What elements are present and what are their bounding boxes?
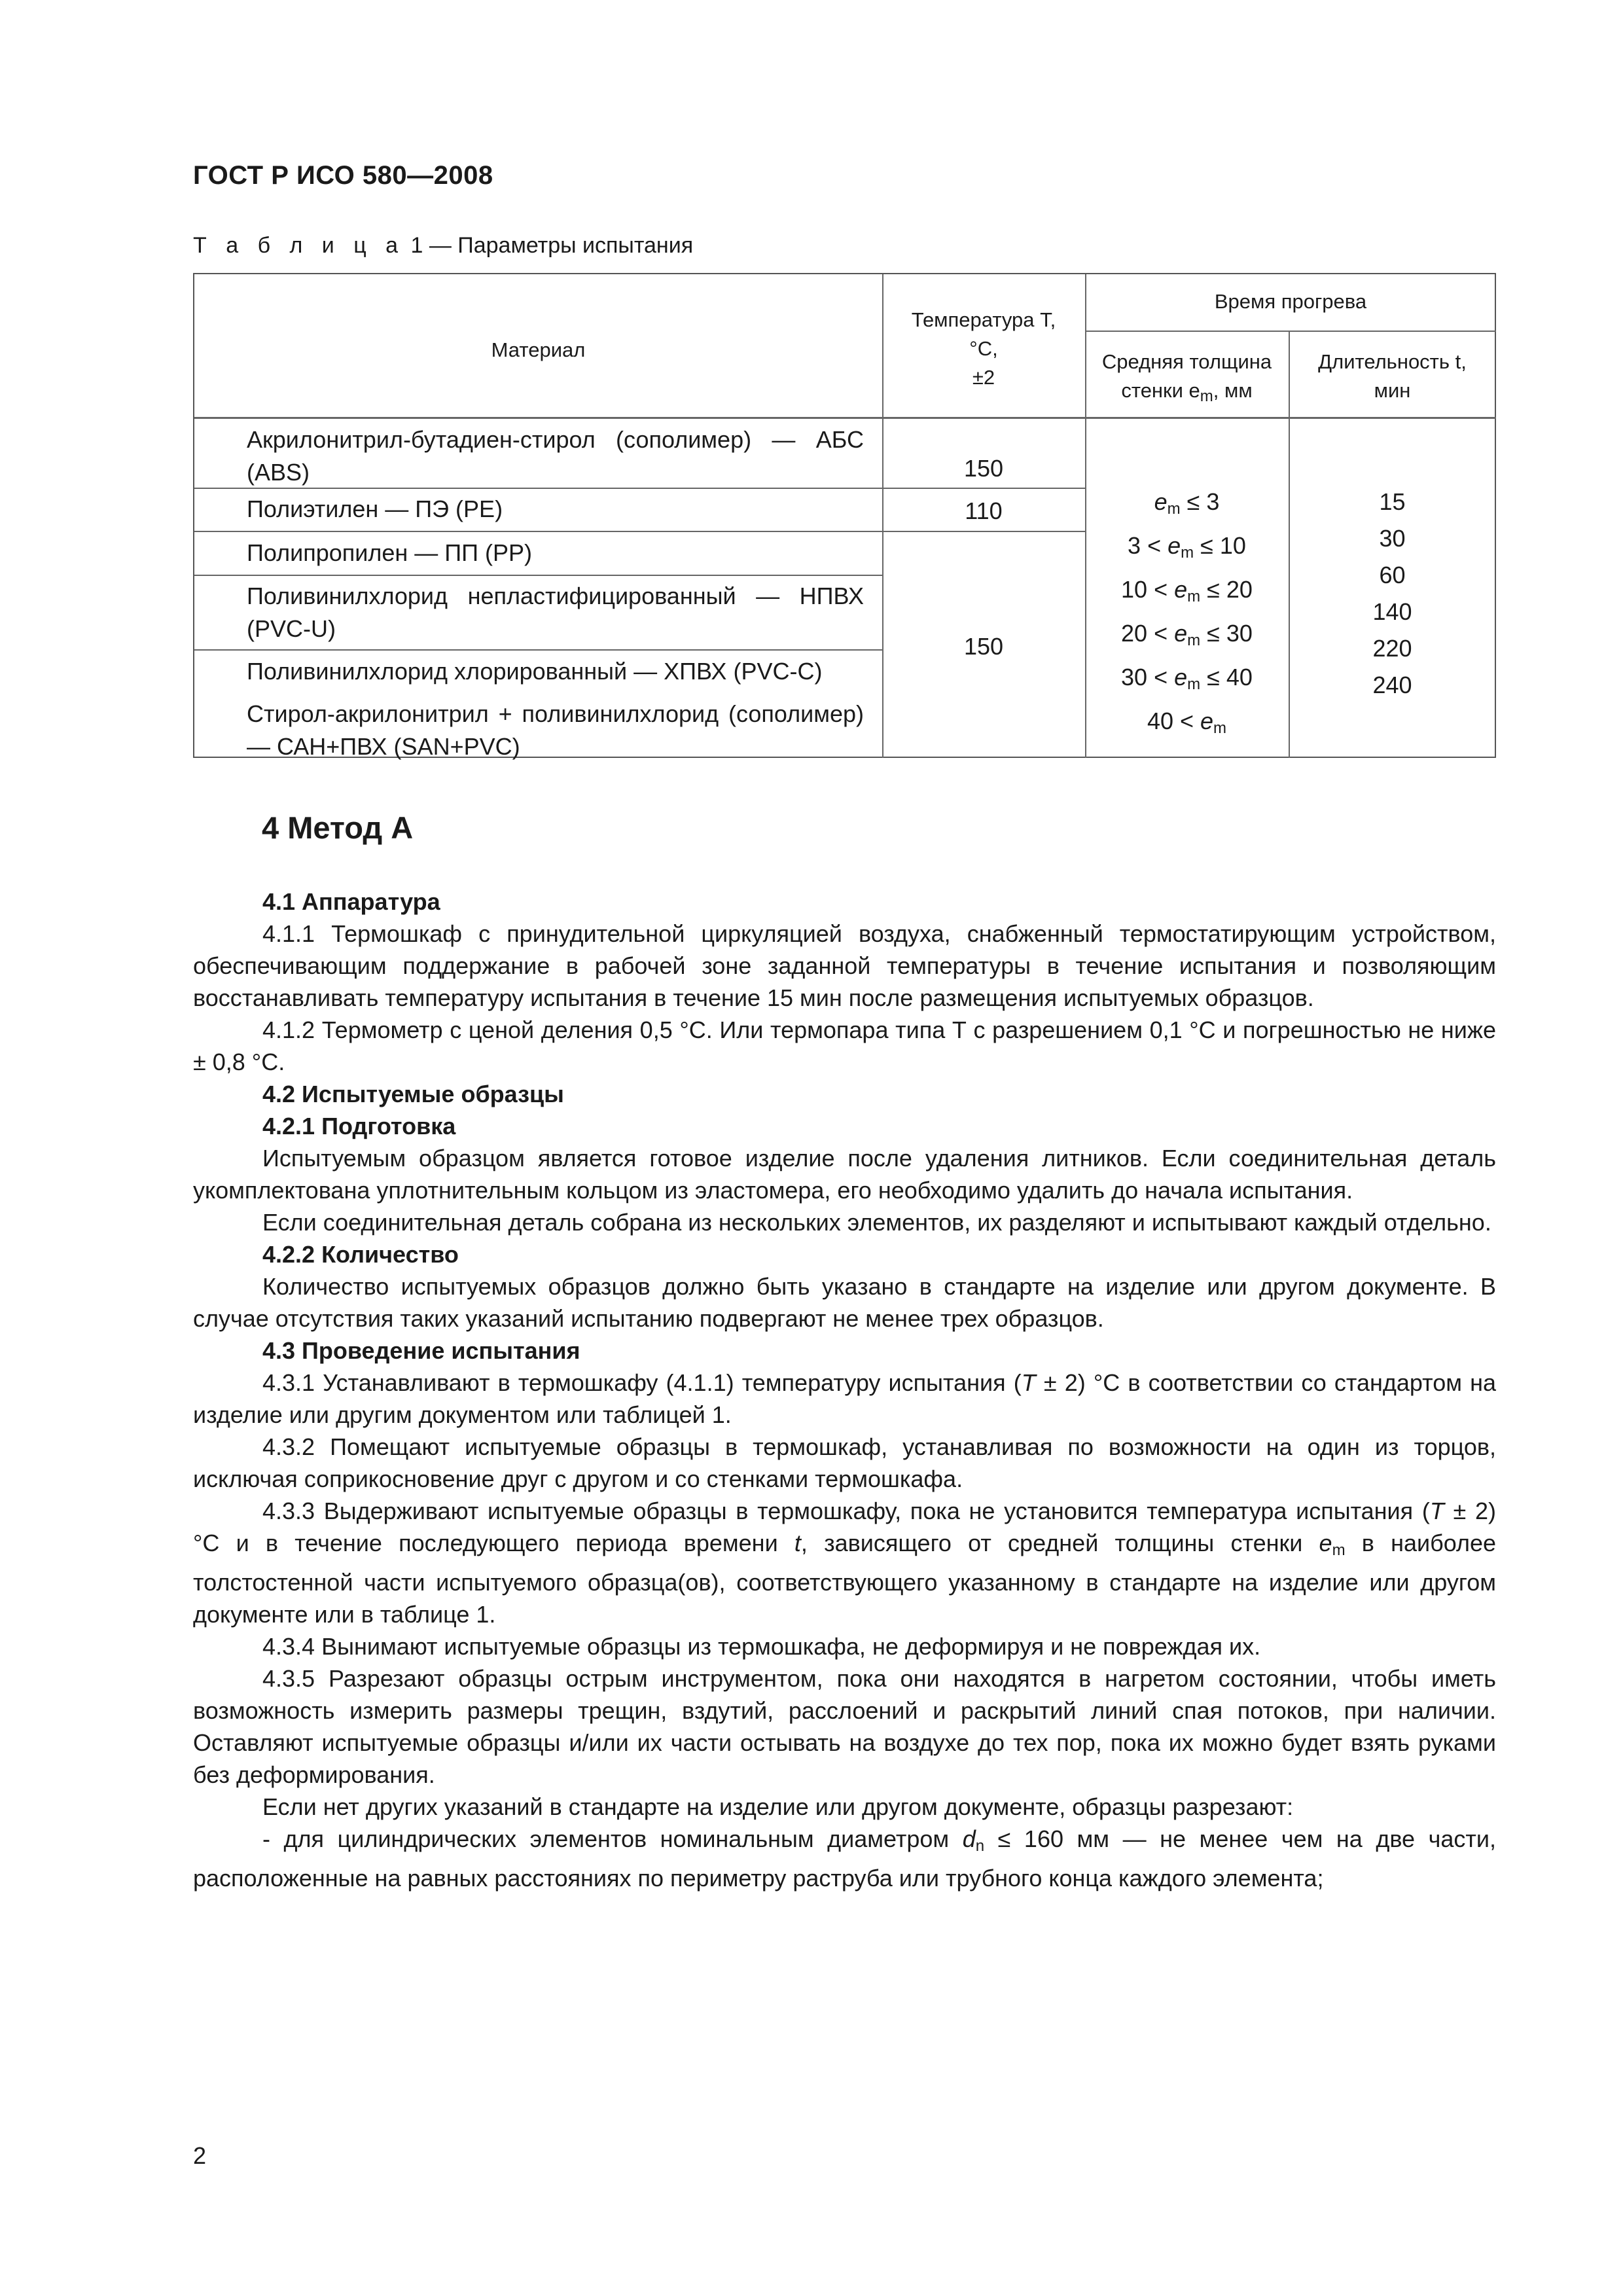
- duration-value: 60: [1379, 562, 1406, 588]
- paragraph-4-3-1: 4.3.1 Устанавливают в термошкафу (4.1.1) температуру испытания (T ± 2) °С в соответствии со стандартом на изделие или другим документом или таблицей 1.: [193, 1369, 1496, 1428]
- duration-value: 140: [1372, 598, 1412, 625]
- heading-4-2-1: 4.2.1 Подготовка: [262, 1113, 456, 1139]
- duration-values: [1289, 484, 1496, 704]
- header-temperature-line3: ±2: [972, 366, 995, 389]
- header-material: Материал: [491, 338, 586, 361]
- duration-value: 240: [1372, 672, 1412, 698]
- heading-4-1: 4.1 Аппаратура: [262, 888, 440, 915]
- table-row-divider: [194, 531, 1085, 532]
- paragraph-4-3-3: 4.3.3 Выдерживают испытуемые образцы в термошкафу, пока не установится температура испытания (T ± 2) °С и в течение последующего периода времени t, зависящего от средней толщины стенки $e_m$ в наиболее толстостенной части испытуемого образца(ов), соответствующего указанному в стандарте на изделие или другом документе или в таблице 1.: [193, 1498, 1496, 1628]
- thickness-range: $e_m \le 3$: [1154, 488, 1220, 518]
- table-row-divider: [194, 575, 882, 576]
- heading-4-3: 4.3 Проведение испытания: [262, 1337, 580, 1364]
- list-item-cylindrical: - для цилиндрических элементов номинальным диаметром $d_n \le 160$ мм — не менее чем на две части, расположенные на равных расстояниях по периметру раструба или трубного конца каждого элемента;: [193, 1825, 1497, 1892]
- paragraph-cutting-intro: Если нет других указаний в стандарте на изделие или другом документе, образцы разрезают:: [262, 1793, 1294, 1820]
- test-parameters-table: [193, 273, 1496, 758]
- paragraph-4-3-2: 4.3.2 Помещают испытуемые образцы в термошкаф, устанавливая по возможности на один из торцов, исключая соприкосновение друг с другом и со стенками термошкафа.: [193, 1433, 1496, 1492]
- document-header: ГОСТ Р ИСО 580—2008: [193, 161, 493, 190]
- temperature-value: 110: [965, 497, 1003, 524]
- paragraph-4-2-2: Количество испытуемых образцов должно быть указано в стандарте на изделие или другом документе. В случае отсутствия таких указаний испытанию подвергают не менее трех образцов.: [193, 1273, 1496, 1332]
- paragraph-4-2-1-a: Испытуемым образцом является готовое изделие после удаления литников. Если соединительная деталь укомплектована уплотнительным кольцом из эластомера, его необходимо удалить до начала испытания.: [193, 1145, 1496, 1204]
- temperature-value: 150: [963, 633, 1004, 660]
- heading-4-2-2: 4.2.2 Количество: [262, 1241, 459, 1268]
- heading-4-2: 4.2 Испытуемые образцы: [262, 1081, 564, 1107]
- paragraph-4-3-4: 4.3.4 Вынимают испытуемые образцы из термошкафа, не деформируя и не повреждая их.: [262, 1633, 1261, 1660]
- header-duration-line2: мин: [1374, 379, 1411, 402]
- duration-value: 220: [1372, 635, 1412, 662]
- header-temperature-line1: Температура T,: [911, 308, 1056, 331]
- header-temperature: [882, 306, 1085, 392]
- duration-value: 15: [1379, 488, 1406, 515]
- table-header-divider: [194, 417, 1496, 419]
- paragraph-4-1-1: 4.1.1 Термошкаф с принудительной циркуляцией воздуха, снабженный термостатирующим устройством, обеспечивающим поддержание в рабочей зоне заданной температуры в течение испытания и позволяющим восстанавливать температуру испытания в течение 15 мин после размещения испытуемых образцов.: [193, 920, 1496, 1011]
- header-wall-thickness: [1085, 348, 1289, 411]
- thickness-range: $3 < e_m \le 10$: [1128, 532, 1246, 562]
- material-row-pvc-c: Поливинилхлорид хлорированный — ХПВХ (PVC-C): [247, 658, 823, 685]
- table-divider: [1085, 331, 1496, 332]
- body-text: [193, 886, 1496, 1894]
- material-row-san-pvc: Стирол-акрилонитрил + поливинилхлорид (сополимер) — САН+ПВХ (SAN+PVC): [247, 700, 864, 760]
- header-temperature-line2: °С,: [969, 337, 998, 360]
- paragraph-4-2-1-b: Если соединительная деталь собрана из нескольких элементов, их разделяют и испытывают каждый отдельно.: [262, 1209, 1491, 1236]
- paragraph-4-3-5: 4.3.5 Разрезают образцы острым инструментом, пока они находятся в нагретом состоянии, чтобы иметь возможность измерить размеры трещин, вздутий, расслоений и раскрытий линий спая потоков, при наличии. Оставляют испытуемые образцы и/или их части остывать на воздухе до тех пор, пока их можно будет взять руками без деформирования.: [193, 1665, 1496, 1788]
- temperature-value: 150: [963, 455, 1004, 482]
- thickness-range: $30 < e_m \le 40$: [1121, 664, 1253, 693]
- wall-thickness-ranges: [1085, 484, 1289, 747]
- table-caption-text: 1 — Параметры испытания: [404, 233, 694, 258]
- header-warmup-time: Время прогрева: [1214, 290, 1367, 313]
- material-row-pe: Полиэтилен — ПЭ (PE): [247, 495, 503, 522]
- material-row-abs: Акрилонитрил-бутадиен-стирол (сополимер) — АБС (ABS): [247, 426, 864, 486]
- table-caption: [193, 233, 693, 259]
- thickness-range: $10 < e_m \le 20$: [1121, 576, 1253, 605]
- header-wall-thickness-line2: стенки $e_m$, мм: [1121, 379, 1253, 405]
- header-duration: [1289, 348, 1496, 405]
- material-row-pp: Полипропилен — ПП (PP): [247, 539, 533, 566]
- table-caption-prefix: Т а б л и ц а: [193, 233, 405, 258]
- section-title: 4 Метод А: [262, 810, 414, 845]
- paragraph-4-1-2: 4.1.2 Термометр с ценой деления 0,5 °С. Или термопара типа Т с разрешением 0,1 °С и погрешностью не ниже ± 0,8 °С.: [193, 1016, 1496, 1075]
- material-row-pvc-u: Поливинилхлорид непластифицированный — НПВХ (PVC-U): [247, 583, 864, 642]
- duration-value: 30: [1379, 525, 1406, 552]
- page-number: 2: [193, 2142, 207, 2169]
- thickness-range: $20 < e_m \le 30$: [1121, 620, 1253, 649]
- header-duration-line1: Длительность t,: [1318, 350, 1467, 373]
- header-wall-thickness-line1: Средняя толщина: [1101, 350, 1272, 373]
- table-row-divider: [194, 649, 882, 651]
- thickness-range: $40 < e_m$: [1147, 708, 1227, 737]
